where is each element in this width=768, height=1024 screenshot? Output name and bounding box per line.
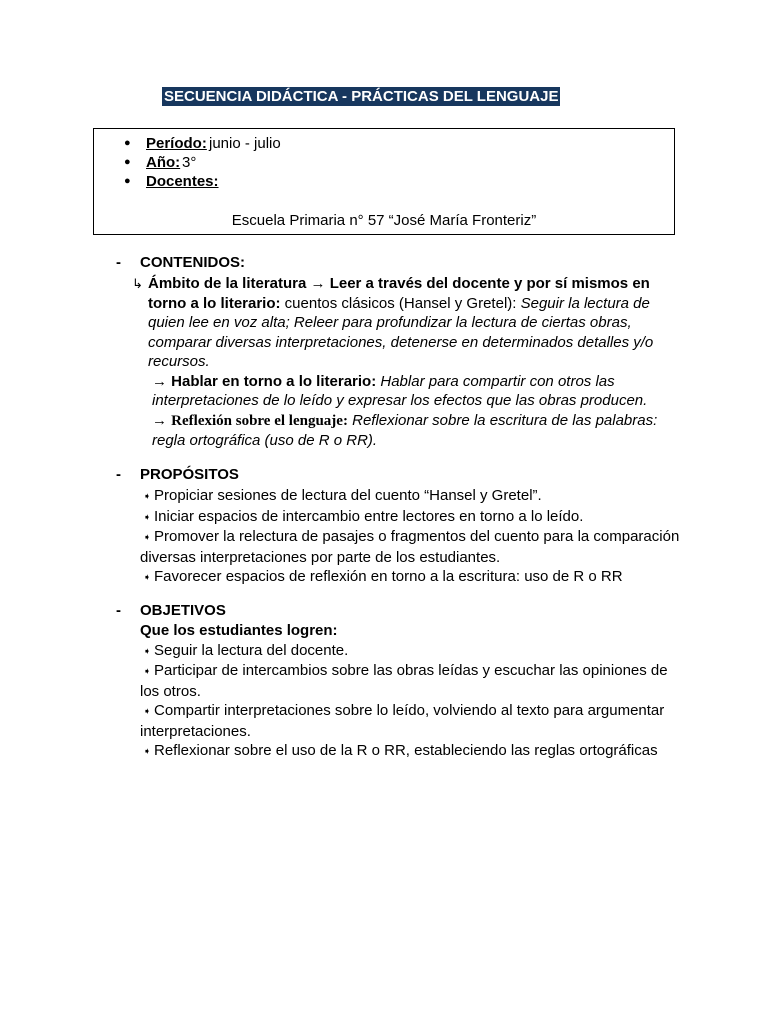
list-item: ➧ Promover la relectura de pasajes o fragmentos del cuento para la comparación diversas interpretaciones por parte de los estudiantes. — [140, 528, 680, 566]
arrowhead-bullet-icon: ➧ — [143, 706, 151, 716]
arrowhead-bullet-icon: ➧ — [143, 645, 151, 656]
list-item: ➧ Favorecer espacios de reflexión en torno a la escritura: uso de R o RR — [140, 567, 680, 588]
arrowhead-bullet-icon: ➧ — [143, 532, 151, 542]
arrowhead-bullet-icon: ➧ — [143, 746, 151, 756]
hook-arrow-icon: ↳ — [132, 276, 143, 291]
reflexion-label: Reflexión sobre el lenguaje: — [171, 412, 348, 429]
arrowhead-bullet-icon: ➧ — [143, 511, 151, 522]
reflexion-italic: Reflexionar sobre la escritura de las palabras: regla ortográfica (uso de R o RR). — [152, 411, 658, 449]
objetivos-intro: Que los estudiantes logren: — [140, 622, 338, 639]
info-label: Docentes: — [146, 173, 219, 190]
ambito-paragraph — [140, 274, 680, 372]
info-value: junio - julio — [209, 135, 281, 152]
contenidos-body — [132, 274, 680, 451]
list-item: ➧ Participar de intercambios sobre las obras leídas y escuchar las opiniones de los otros. — [140, 662, 668, 700]
info-label: Período: — [146, 135, 207, 152]
reflexion-arrow: → — [152, 411, 172, 429]
bullet-icon: ● — [124, 175, 131, 187]
list-item: ➧ Compartir interpretaciones sobre lo leído, volviendo al texto para argumentar interpretaciones. — [140, 702, 665, 740]
arrowhead-bullet-icon: ➧ — [143, 491, 151, 501]
arrowhead-bullet-icon: ➧ — [143, 666, 151, 676]
list-item: ➧ Reflexionar sobre el uso de la R o RR, estableciendo las reglas ortográficas — [140, 741, 680, 762]
section-dash: - — [116, 602, 121, 619]
list-item: ➧ Propiciar sesiones de lectura del cuento “Hansel y Gretel”. — [140, 486, 680, 507]
section-heading-propositos: PROPÓSITOS — [140, 466, 239, 483]
list-item: ➧ Seguir la lectura del docente. — [140, 641, 680, 662]
hablar-label: → Hablar en torno a lo literario: — [152, 372, 377, 390]
hablar-italic: Hablar para compartir con otros las interpretaciones de lo leído y expresar los efectos que las obras producen. — [152, 372, 648, 409]
propositos-list — [140, 486, 680, 588]
bullet-icon: ● — [124, 156, 131, 168]
section-heading-contenidos: CONTENIDOS: — [140, 254, 245, 271]
ambito-italic: Seguir la lectura de quien lee en voz alta; Releer para profundizar la lectura de ciertas obras, comparar diversas interpretaciones, detenerse en determinados detalles y/o recursos. — [148, 294, 654, 370]
arrowhead-bullet-icon: ➧ — [143, 572, 151, 582]
info-label: Año: — [146, 154, 181, 171]
reflexion-paragraph — [140, 411, 680, 451]
list-item: ➧ Iniciar espacios de intercambio entre lectores en torno a lo leído. — [140, 507, 680, 528]
objetivos-list — [140, 621, 680, 762]
hablar-paragraph — [140, 372, 680, 411]
school-name: Escuela Primaria n° 57 “José María Fronteriz” — [231, 212, 537, 229]
info-value: 3° — [182, 154, 197, 171]
section-dash: - — [116, 254, 121, 271]
section-dash: - — [116, 466, 121, 483]
bullet-icon: ● — [124, 137, 131, 149]
section-heading-objetivos: OBJETIVOS — [140, 602, 226, 619]
document-title: SECUENCIA DIDÁCTICA - PRÁCTICAS DEL LENGUAJE — [164, 88, 559, 105]
info-box — [93, 128, 675, 235]
ambito-text: cuentos clásicos (Hansel y Gretel): — [280, 294, 521, 312]
ambito-label: Ámbito de la literatura → Leer a través del docente y por sí mismos en torno a lo literario: — [148, 275, 650, 312]
